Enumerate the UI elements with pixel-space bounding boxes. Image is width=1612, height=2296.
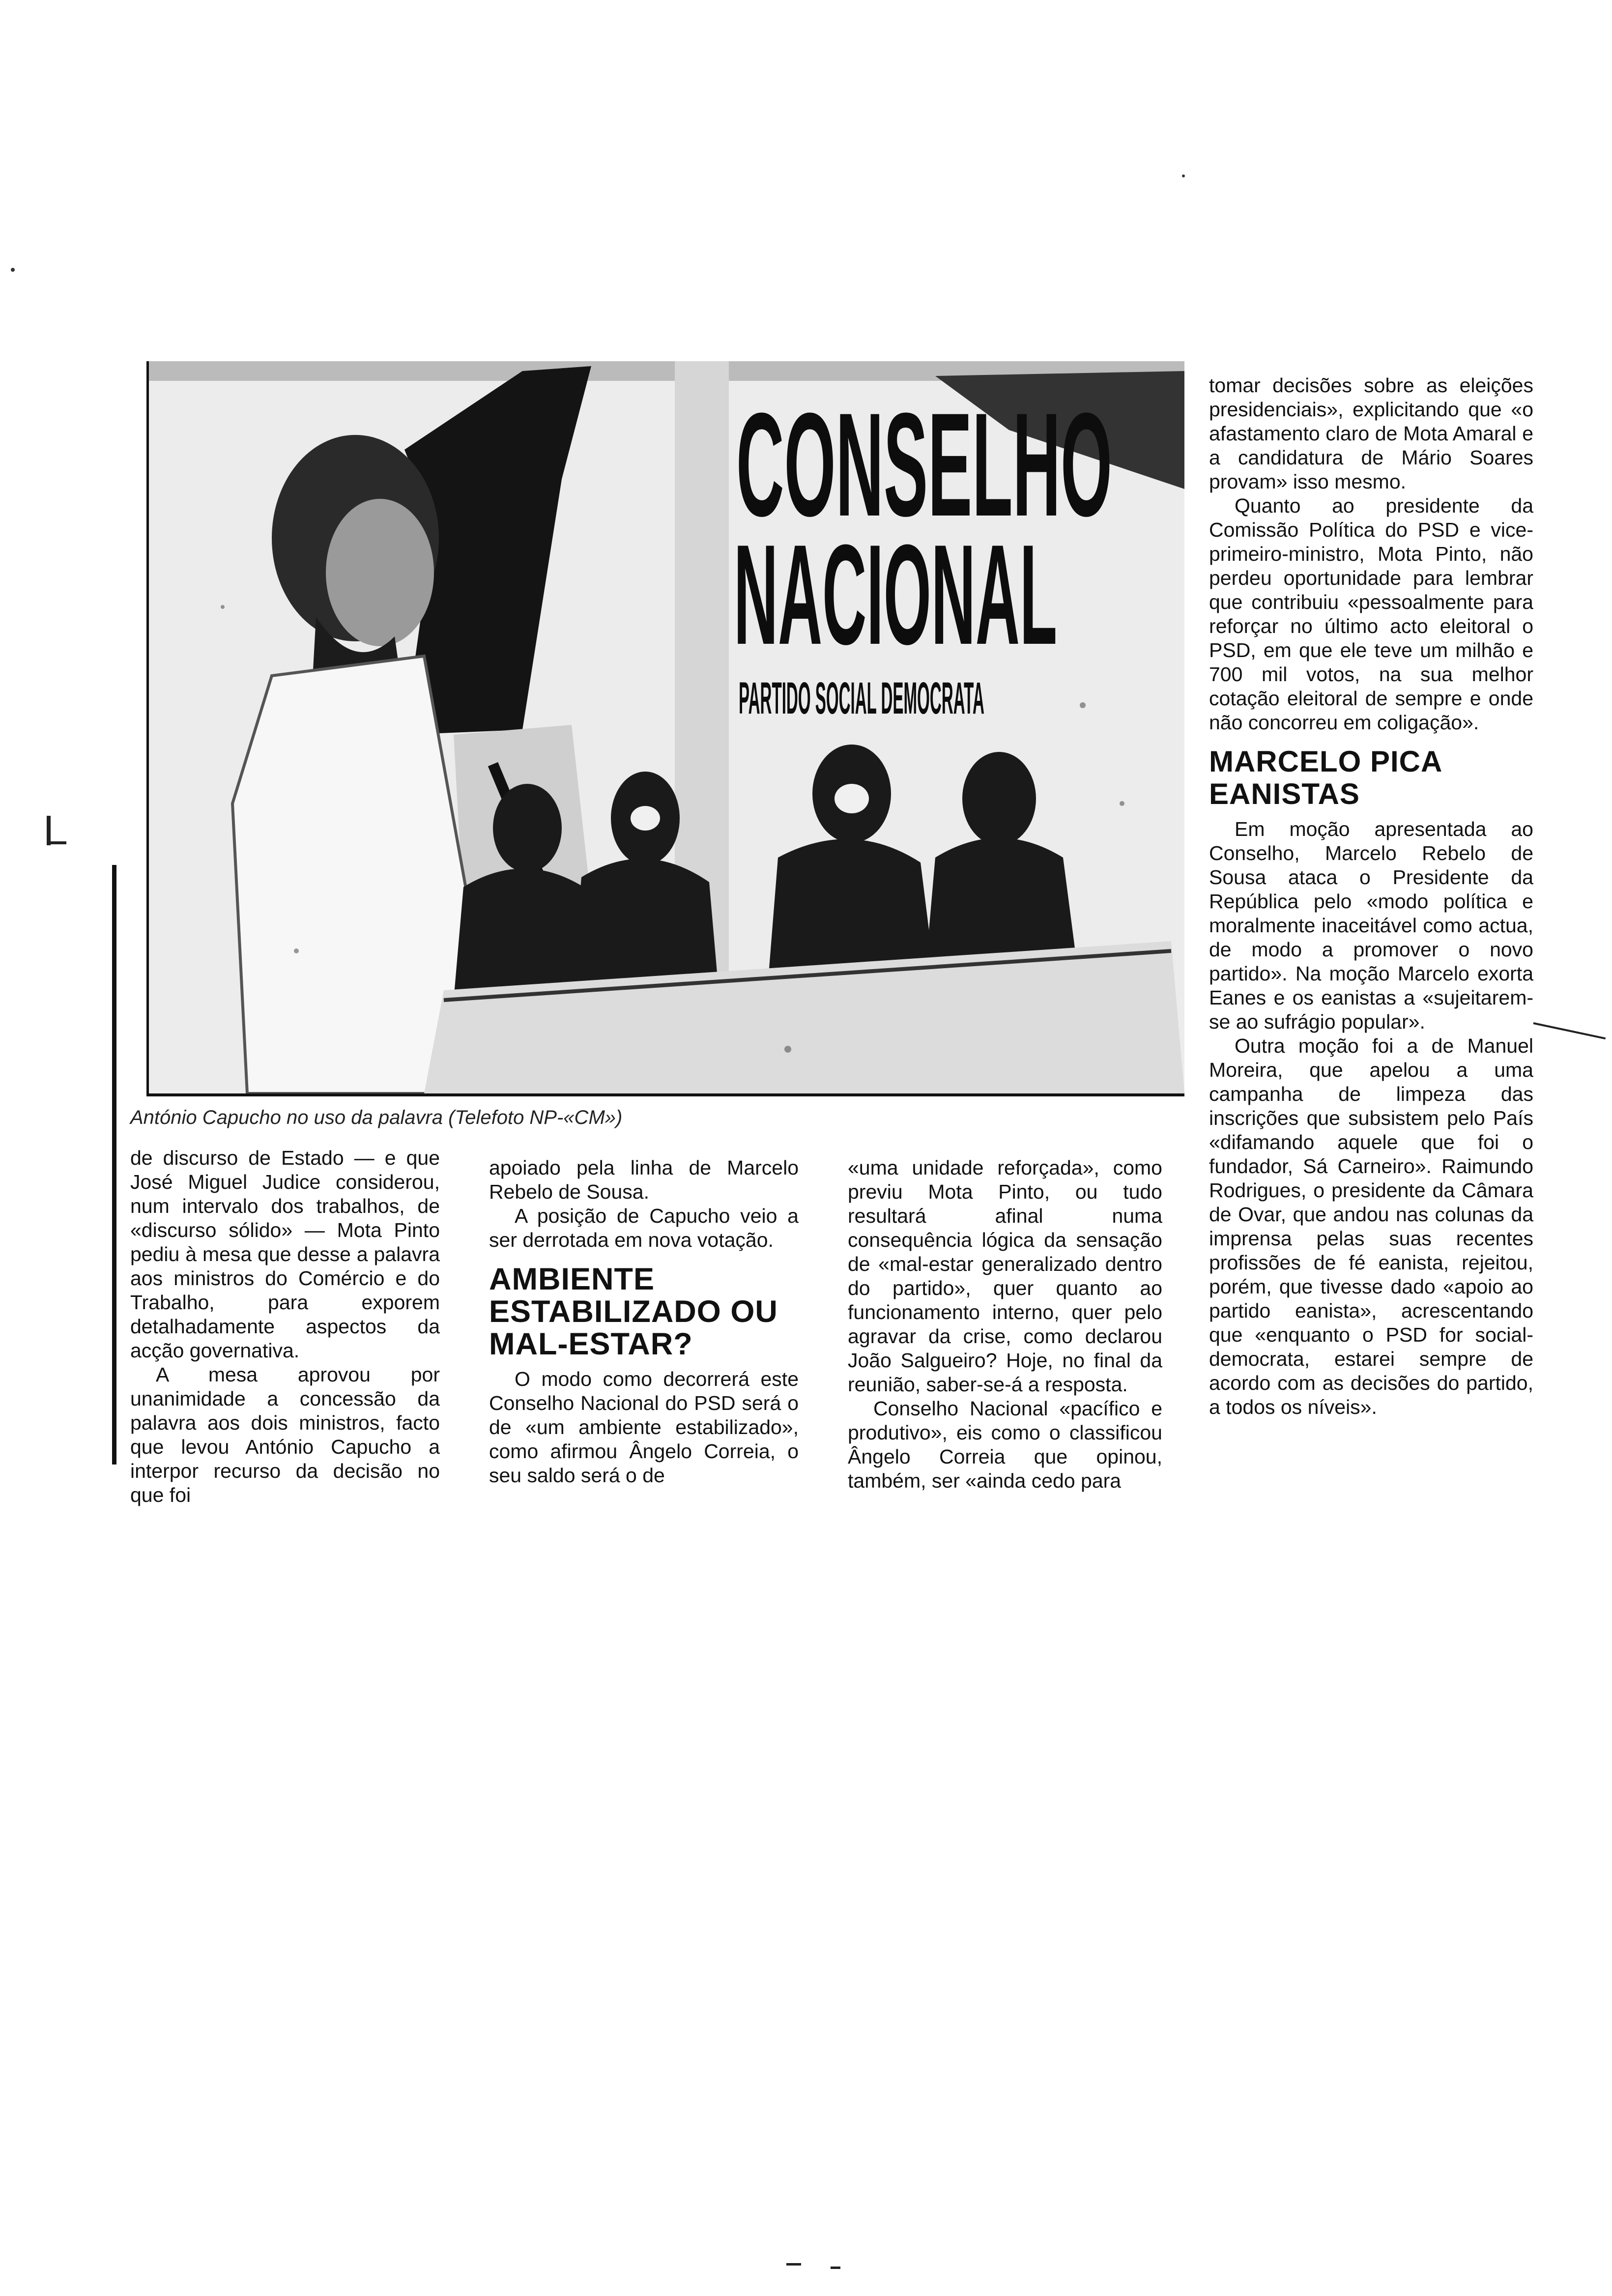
section-heading: AMBIENTE ESTABILIZADO OU MAL-ESTAR? xyxy=(489,1262,778,1361)
paragraph: A mesa aprovou por unanimidade a concessão da palavra aos dois ministros, facto que levou António Capucho a interpor recurso da decisão no que foi xyxy=(130,1363,440,1506)
article-column-3 xyxy=(848,1156,1162,1493)
paragraph: Quanto ao presidente da Comissão Política do PSD e vice-primeiro-ministro, Mota Pinto, não perdeu oportunidade para lembrar que contribuiu «pessoalmente para reforçar no último acto eleitoral o PSD, em que ele teve um milhão e 700 mil votos, na sua melhor cotação eleitoral de sempre e onde não concorreu em coligação». xyxy=(1209,494,1533,734)
paragraph: «uma unidade reforçada», como previu Mota Pinto, ou tudo resultará afinal numa consequência lógica da sensação de «mal-estar generalizado dentro do partido», quer quanto ao funcionamento interno, quer pelo agravar da crise, como declarou João Salgueiro? Hoje, no final da reunião, saber-se-á a resposta. xyxy=(848,1156,1162,1396)
article-column-4 xyxy=(1209,373,1533,1419)
scan-mark xyxy=(47,841,66,844)
paragraph: apoiado pela linha de Marcelo Rebelo de Sousa. xyxy=(489,1156,799,1203)
scan-speck xyxy=(1182,174,1185,177)
photo-caption: António Capucho no uso da palavra (Telefoto NP-«CM») xyxy=(130,1107,623,1128)
article-column-2 xyxy=(489,1156,799,1488)
banner-subtitle: PARTIDO SOCIAL DEMOCRATA xyxy=(739,673,984,723)
paragraph: tomar decisões sobre as eleições presidenciais», explicitando que «o afastamento claro de Mota Amaral e a candidatura de Mário Soares provam» isso mesmo. xyxy=(1209,374,1533,493)
paragraph: de discurso de Estado — e que José Miguel Judice considerou, num intervalo dos trabalhos, de «discurso sólido» — Mota Pinto pediu à mesa que desse a palavra aos ministros do Comércio e do Trabalho, para exporem detalhadamente aspectos da acção governativa. xyxy=(130,1147,440,1362)
scan-mark xyxy=(47,816,51,845)
clipping-edge-line xyxy=(112,865,116,1464)
news-photo xyxy=(146,361,1184,1096)
scan-mark xyxy=(1533,1022,1606,1039)
scan-speck xyxy=(11,268,15,272)
paragraph: A posição de Capucho veio a ser derrotada em nova votação. xyxy=(489,1205,799,1251)
paragraph: Conselho Nacional «pacífico e produtivo», eis como o classificou Ângelo Correia que opinou, também, ser «ainda cedo para xyxy=(848,1397,1162,1492)
article-column-1 xyxy=(130,1146,440,1507)
banner-title-line1: CONSELHO xyxy=(736,382,1113,547)
scan-mark xyxy=(831,2267,840,2269)
paragraph: O modo como decorrerá este Conselho Nacional do PSD será o de «um ambiente estabilizado», como afirmou Ângelo Correia, o seu saldo será o de xyxy=(489,1368,799,1487)
paragraph: Em moção apresentada ao Conselho, Marcelo Rebelo de Sousa ataca o Presidente da República pelo «modo política e moralmente inaceitável como actua, de modo a promover o novo partido». Na moção Marcelo exorta Eanes e os eanistas a «sujeitarem-se ao sufrágio popular». xyxy=(1209,818,1533,1033)
scan-mark xyxy=(786,2263,801,2266)
paragraph: Outra moção foi a de Manuel Moreira, que apelou a uma campanha de limpeza das inscrições que subsistem pelo País «difamando aquele que foi o fundador, Sá Carneiro». Raimundo Rodrigues, o presidente da Câmara de Ovar, que andou nas colunas da imprensa pelas suas recentes profissões de fé eanista, rejeitou, porém, que tivesse dado «apoio ao partido eanista», acrescentando que «enquanto o PSD for social-democrata, estarei sempre de acordo com as decisões do partido, a todos os níveis». xyxy=(1209,1034,1533,1418)
banner-title-line2: NACIONAL xyxy=(734,515,1058,674)
section-heading: MARCELO PICA EANISTAS xyxy=(1209,745,1442,810)
